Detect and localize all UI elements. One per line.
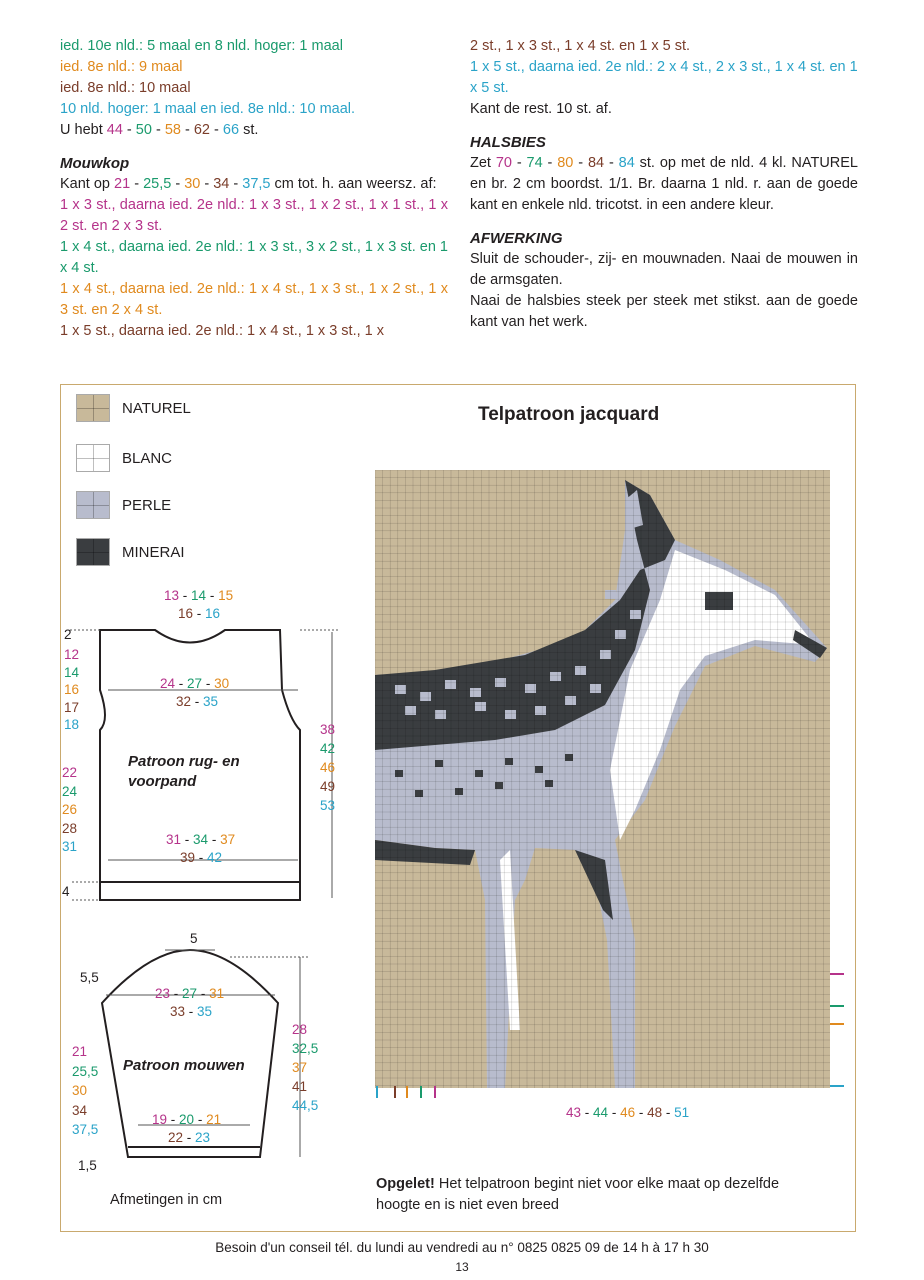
swatch-perle: [76, 491, 110, 519]
sleeve-lower-width-2: 22 - 23: [168, 1130, 211, 1145]
mouwkop-step: 1 x 5 st., daarna ied. 2e nld.: 1 x 4 st., 1 x 3 st., 1 x: [60, 323, 385, 339]
measurements-label: Afmetingen in cm: [110, 1192, 223, 1208]
swatch-naturel: [76, 394, 110, 422]
left-column: [60, 36, 448, 342]
upper-width-sizes-2: 32 - 35: [176, 694, 219, 709]
shoulder-height: 2: [64, 627, 72, 642]
afwerking-p2: Naai de halsbies steek per steek met stikst. aan de goede kant van het werk.: [470, 293, 858, 330]
sleeve-upper-width-2: 33 - 35: [170, 1004, 213, 1019]
rib-height: 4: [62, 884, 70, 899]
chart-bottom-sizes: 43 - 44 - 46 - 48 - 51: [566, 1105, 690, 1120]
chart-title: Telpatroon jacquard: [478, 404, 660, 425]
sleeve-pattern-title: Patroon mouwen: [123, 1057, 245, 1074]
sleeve-cap-height: 5,5: [80, 970, 99, 985]
legend-item-perle: PERLE: [76, 491, 171, 519]
neck-sizes: 13 - 14 - 15: [164, 588, 234, 603]
page-number: 13: [455, 1260, 469, 1274]
instruction-line: ied. 8e nld.: 10 maal: [60, 80, 191, 96]
chart-note: Opgelet! Het telpatroon begint niet voor elke maat op dezelfde hoogte en is niet even breed: [376, 1176, 780, 1213]
mouwkop-step: 1 x 4 st., daarna ied. 2e nld.: 1 x 3 st., 3 x 2 st., 1 x 3 st. en 1 x 4 st.: [60, 239, 448, 276]
upper-width-sizes: 24 - 27 - 30: [160, 676, 230, 691]
lower-length-sizes: 22 24 26 28 31: [62, 765, 78, 854]
size-markers-right: [830, 970, 846, 1090]
sleeve-upper-width: 23 - 27 - 31: [155, 986, 225, 1001]
right-column: [470, 36, 858, 333]
sleeve-top-width: 5: [190, 931, 198, 946]
sleeve-side-sizes: 21 25,5 30 34 37,5: [72, 1044, 99, 1137]
footer-contact: Besoin d'un conseil tél. du lundi au vendredi au n° 0825 0825 09 de 14 h à 17 h 30: [215, 1240, 709, 1255]
swatch-minerai: [76, 538, 110, 566]
mouwkop-step: 1 x 4 st., daarna ied. 2e nld.: 1 x 4 st., 1 x 3 st., 1 x 2 st., 1 x 3 st. en 2 x 4 st.: [60, 281, 448, 318]
halsbies-text: Zet 70 - 74 - 80 - 84 - 84 st. op met de nld. 4 kl. NATUREL en br. 2 cm boordst. 1/1. Br. daarna 1 nld. r. aan de goede kant en enkele nld. tricotst. in een andere kleur.: [470, 155, 858, 213]
lower-width-sizes: 31 - 34 - 37: [166, 832, 236, 847]
instruction-line: 2 st., 1 x 3 st., 1 x 4 st. en 1 x 5 st.: [470, 38, 691, 54]
neck-sizes-2: 16 - 16: [178, 606, 221, 621]
instruction-line: Kant de rest. 10 st. af.: [470, 101, 612, 117]
mouwkop-step: 1 x 3 st., daarna ied. 2e nld.: 1 x 3 st., 1 x 2 st., 1 x 1 st., 1 x 2 st. en 2 x 3 st.: [60, 197, 448, 234]
total-length-sizes: 38 42 46 49 53: [320, 722, 336, 813]
instruction-line: 1 x 5 st., daarna ied. 2e nld.: 2 x 4 st., 2 x 3 st., 1 x 4 st. en 1 x 5 st.: [470, 59, 858, 96]
legend-item-minerai: MINERAI: [76, 538, 185, 566]
sleeve-length-sizes: 28 32,5 37 41 44,5: [292, 1022, 319, 1113]
swatch-blanc: [76, 444, 110, 472]
cuff-height: 1,5: [78, 1158, 97, 1173]
instruction-line: 10 nld. hoger: 1 maal en ied. 8e nld.: 10 maal.: [60, 101, 356, 117]
armhole-sizes: 12 14 16 17 18: [64, 647, 80, 732]
afwerking-p1: Sluit de schouder-, zij- en mouwnaden. Naai de mouwen in de armsgaten.: [470, 251, 858, 288]
section-heading-mouwkop: Mouwkop: [60, 155, 130, 172]
instruction-line: ied. 10e nld.: 5 maal en 8 nld. hoger: 1 maal: [60, 38, 343, 54]
legend-item-blanc: BLANC: [76, 444, 172, 472]
mouwkop-intro: Kant op 21 - 25,5 - 30 - 34 - 37,5 cm tot. h. aan weersz. af:: [60, 176, 437, 192]
section-heading-afwerking: AFWERKING: [470, 230, 563, 247]
lower-width-sizes-2: 39 - 42: [180, 850, 223, 865]
sleeve-lower-width: 19 - 20 - 21: [152, 1112, 222, 1127]
jacquard-chart: [375, 470, 830, 1088]
body-pattern-title: Patroon rug- en voorpand: [128, 753, 240, 790]
size-markers-bottom: [375, 1086, 455, 1102]
legend-item-naturel: NATUREL: [76, 394, 191, 422]
instruction-line: ied. 8e nld.: 9 maal: [60, 59, 183, 75]
stitch-count-line: U hebt 44 - 50 - 58 - 62 - 66 st.: [60, 122, 259, 138]
section-heading-halsbies: HALSBIES: [470, 134, 546, 151]
